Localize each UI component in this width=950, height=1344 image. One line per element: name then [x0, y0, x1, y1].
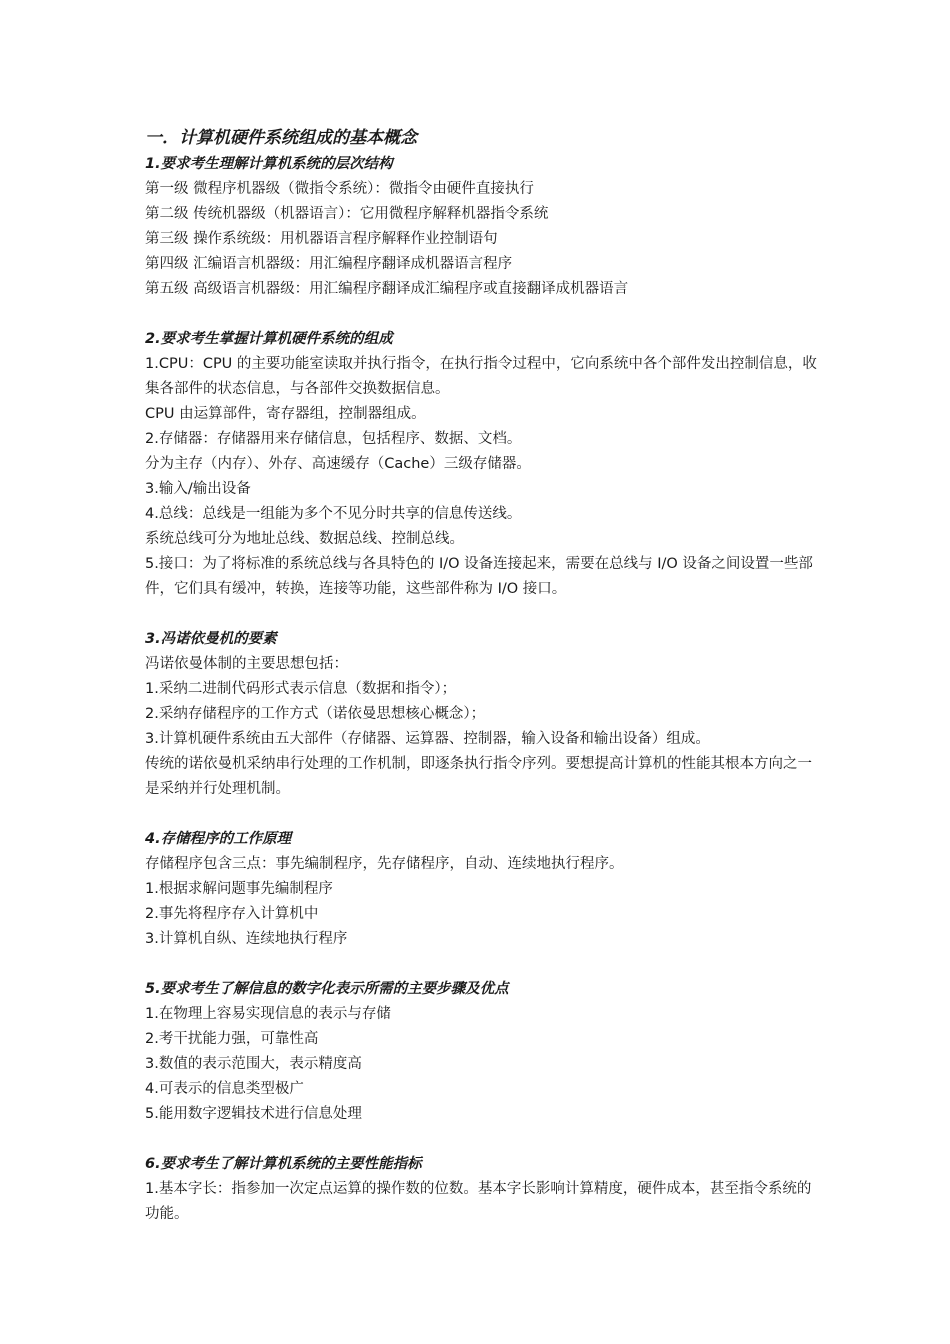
- spacer: [145, 802, 825, 827]
- spacer: [145, 602, 825, 627]
- paragraph: CPU 由运算部件，寄存器组，控制器组成。: [145, 406, 426, 422]
- paragraph: 系统总线可分为地址总线、数据总线、控制总线。: [145, 531, 464, 547]
- paragraph: 3.计算机自纵、连续地执行程序: [145, 931, 348, 947]
- paragraph: 4.可表示的信息类型极广: [145, 1081, 304, 1097]
- paragraph: 2.事先将程序存入计算机中: [145, 906, 319, 922]
- paragraph: 5.接口：为了将标准的系统总线与各具特色的 I/O 设备连接起来，需要在总线与 I/O 设备之间设置一些部件，它们具有缓冲，转换，连接等功能，这些部件称为 I/O 接口。: [145, 556, 813, 597]
- paragraph: 传统的诺依曼机采纳串行处理的工作机制，即逐条执行指令序列。要想提高计算机的性能其根本方向之一是采纳并行处理机制。: [145, 756, 812, 797]
- paragraph: 1.在物理上容易实现信息的表示与存储: [145, 1006, 391, 1022]
- paragraph: 4.总线：总线是一组能为多个不见分时共享的信息传送线。: [145, 506, 522, 522]
- paragraph: 第一级 微程序机器级（微指令系统）：微指令由硬件直接执行: [145, 181, 534, 197]
- paragraph: 第三级 操作系统级：用机器语言程序解释作业控制语句: [145, 231, 498, 247]
- paragraph: 2.考干扰能力强，可靠性高: [145, 1031, 319, 1047]
- paragraph: 3.计算机硬件系统由五大部件（存储器、运算器、控制器，输入设备和输出设备）组成。: [145, 731, 710, 747]
- spacer: [145, 952, 825, 977]
- paragraph: 1.基本字长：指参加一次定点运算的操作数的位数。基本字长影响计算精度，硬件成本，甚至指令系统的功能。: [145, 1181, 812, 1222]
- paragraph: 第二级 传统机器级（机器语言）：它用微程序解释机器指令系统: [145, 206, 549, 222]
- paragraph: 第五级 高级语言机器级：用汇编程序翻译成汇编程序或直接翻译成机器语言: [145, 281, 629, 297]
- section-heading: 6.要求考生了解计算机系统的主要性能指标: [145, 1156, 422, 1172]
- paragraph: 2.采纳存储程序的工作方式（诺依曼思想核心概念）；: [145, 706, 486, 722]
- paragraph: 冯诺依曼体制的主要思想包括：: [145, 656, 348, 672]
- section-heading: 2.要求考生掌握计算机硬件系统的组成: [145, 331, 393, 347]
- section-heading: 3.冯诺依曼机的要素: [145, 631, 277, 647]
- document-page: [145, 124, 825, 1227]
- document-title: 一．计算机硬件系统组成的基本概念: [145, 128, 417, 148]
- paragraph: 3.输入/输出设备: [145, 481, 251, 497]
- section-heading: 4.存储程序的工作原理: [145, 831, 292, 847]
- paragraph: 3.数值的表示范围大，表示精度高: [145, 1056, 362, 1072]
- paragraph: 第四级 汇编语言机器级：用汇编程序翻译成机器语言程序: [145, 256, 513, 272]
- paragraph: 5.能用数字逻辑技术进行信息处理: [145, 1106, 362, 1122]
- spacer: [145, 1127, 825, 1152]
- paragraph: 分为主存（内存）、外存、高速缓存（Cache）三级存储器。: [145, 456, 531, 472]
- section-heading: 1.要求考生理解计算机系统的层次结构: [145, 156, 393, 172]
- paragraph: 1.采纳二进制代码形式表示信息（数据和指令）；: [145, 681, 457, 697]
- section-heading: 5.要求考生了解信息的数字化表示所需的主要步骤及优点: [145, 981, 509, 997]
- paragraph: 1.CPU：CPU 的主要功能室读取并执行指令，在执行指令过程中，它向系统中各个部件发出控制信息，收集各部件的状态信息，与各部件交换数据信息。: [145, 356, 817, 397]
- spacer: [145, 302, 825, 327]
- paragraph: 2.存储器：存储器用来存储信息，包括程序、数据、文档。: [145, 431, 522, 447]
- paragraph: 1.根据求解问题事先编制程序: [145, 881, 333, 897]
- paragraph: 存储程序包含三点：事先编制程序，先存储程序，自动、连续地执行程序。: [145, 856, 624, 872]
